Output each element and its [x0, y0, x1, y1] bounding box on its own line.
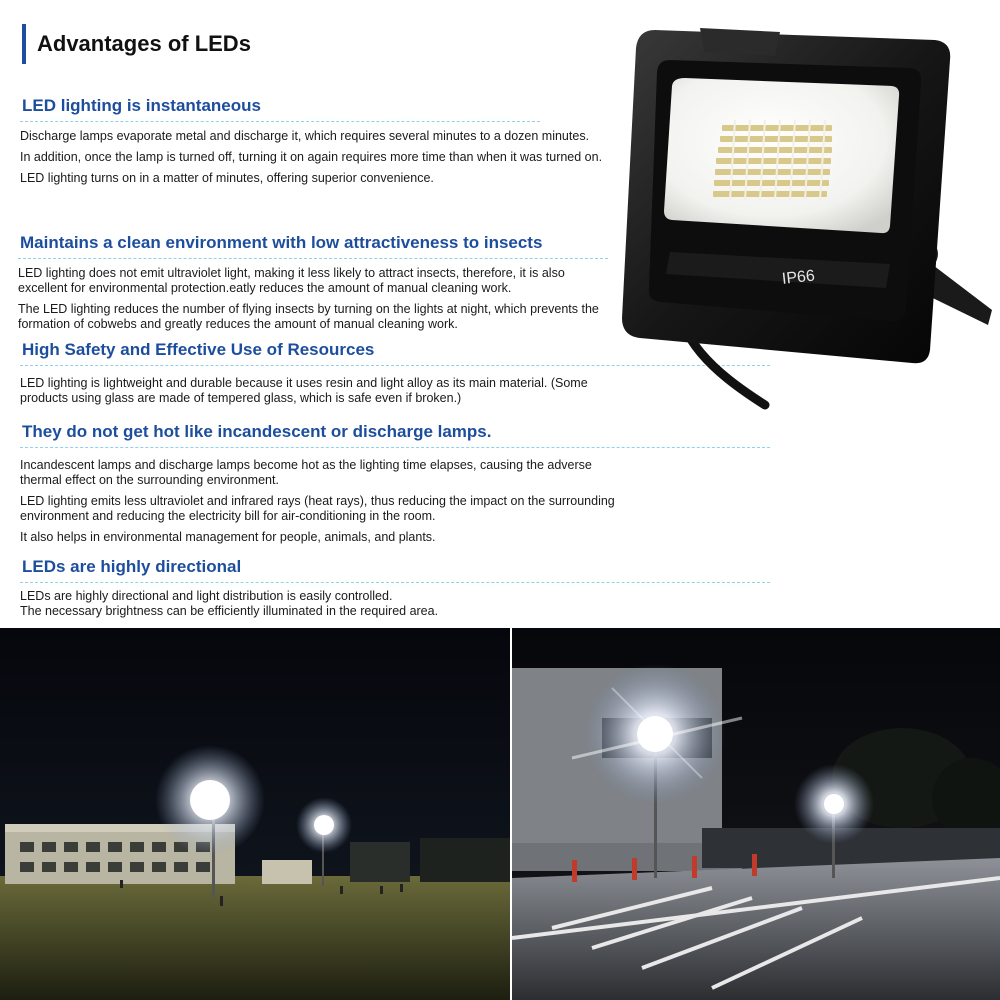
section-divider: [20, 121, 540, 122]
ip-rating-label: IP66: [781, 267, 816, 288]
section-paragraph: LED lighting does not emit ultraviolet light, making it less likely to attract insects, therefore, it is also excellent for environmental protection.eatly reduces the amount of manual cleaning work.: [18, 266, 565, 295]
night-sports-field-photo: [0, 628, 510, 1000]
section-paragraph: In addition, once the lamp is turned off, turning it on again requires more time than when it was turned on.: [20, 150, 603, 164]
night-parking-lot-photo: [512, 628, 1000, 1000]
section-heading: They do not get hot like incandescent or discharge lamps.: [22, 422, 492, 441]
section-paragraph: LED lighting is lightweight and durable because it uses resin and light alloy as its main material. (Some products using glass are made of tempered glass, which is safe even if broken.): [20, 376, 588, 405]
section-paragraph: LED lighting turns on in a matter of minutes, offering superior convenience.: [20, 171, 434, 185]
section-safety: [20, 340, 620, 406]
section-insects: [18, 233, 613, 332]
section-instantaneous: [20, 96, 620, 186]
section-divider: [18, 258, 608, 259]
section-paragraph: Incandescent lamps and discharge lamps become hot as the lighting time elapses, causing the adverse thermal effect on the surrounding environment.: [20, 458, 592, 487]
section-heading: LED lighting is instantaneous: [22, 96, 261, 115]
section-heading: LEDs are highly directional: [22, 557, 242, 576]
section-paragraph: LEDs are highly directional and light distribution is easily controlled.: [20, 589, 393, 603]
section-paragraph: The LED lighting reduces the number of flying insects by turning on the lights at night, which prevents the formation of cobwebs and greatly reduces the amount of manual cleaning work.: [18, 302, 599, 331]
section-heat: [20, 422, 620, 545]
section-paragraph: The necessary brightness can be efficiently illuminated in the required area.: [20, 604, 439, 618]
section-paragraph: It also helps in environmental management for people, animals, and plants.: [20, 530, 436, 544]
section-directional: [20, 557, 620, 619]
section-heading: High Safety and Effective Use of Resources: [22, 340, 375, 359]
section-divider: [20, 447, 770, 448]
section-heading: Maintains a clean environment with low attractiveness to insects: [20, 233, 543, 252]
section-divider: [20, 582, 770, 583]
page-title: Advantages of LEDs: [37, 31, 251, 56]
section-paragraph: Discharge lamps evaporate metal and discharge it, which requires several minutes to a dozen minutes.: [20, 129, 590, 143]
page-title-bar: [22, 24, 251, 64]
section-paragraph: LED lighting emits less ultraviolet and infrared rays (heat rays), thus reducing the impact on the surrounding environment and reducing the electricity bill for air-conditioning in the room.: [20, 494, 615, 523]
floodlight-icon: [600, 20, 1000, 420]
